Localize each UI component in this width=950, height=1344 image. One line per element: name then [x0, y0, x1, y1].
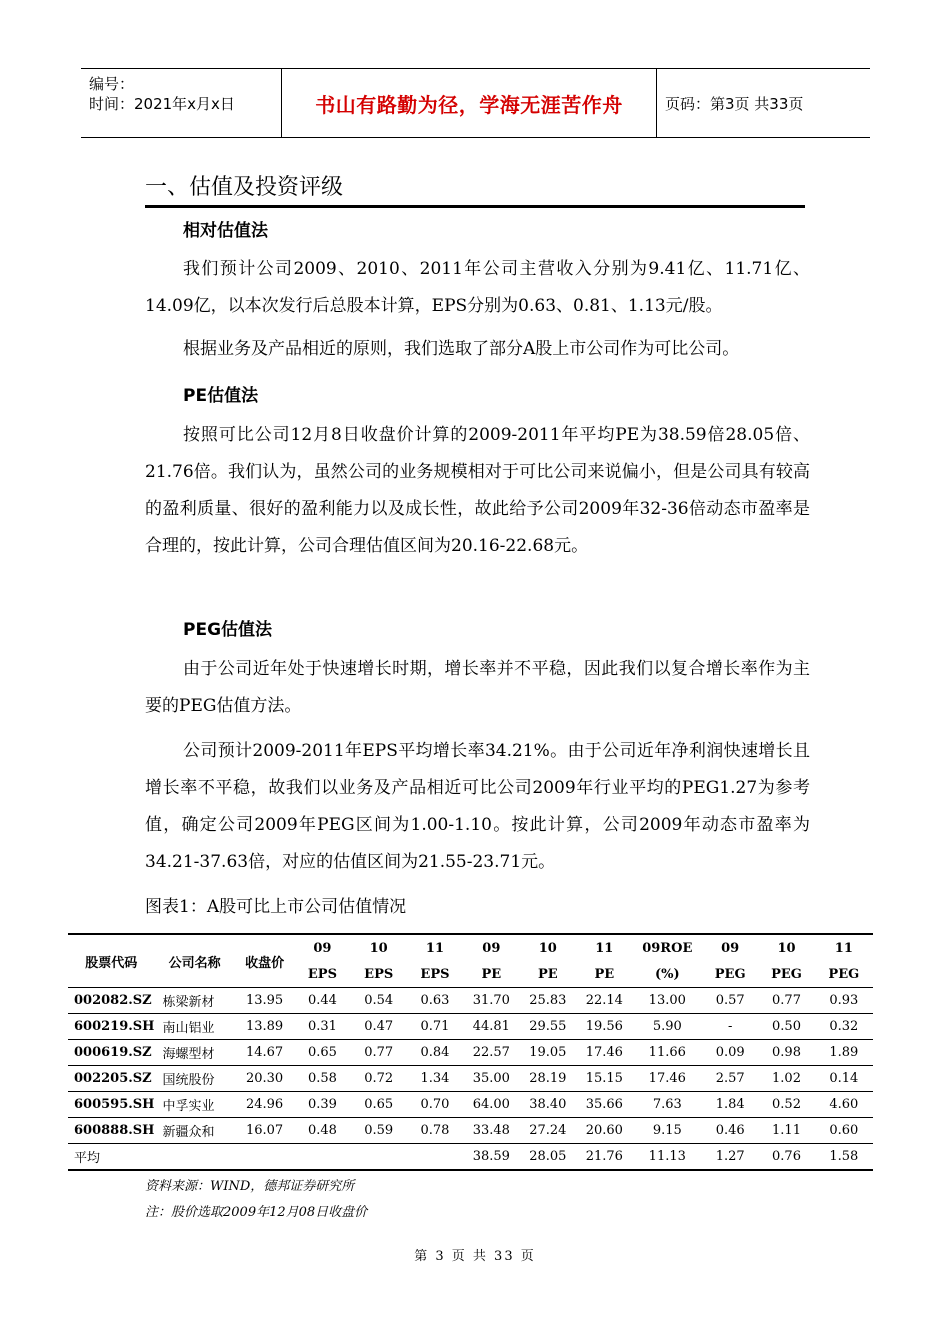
value-cell: 0.98 — [758, 1040, 814, 1066]
col-header: PEG — [828, 966, 860, 982]
col-header: PE — [594, 966, 615, 982]
col-header: PE — [537, 966, 558, 982]
table-row — [68, 1014, 873, 1040]
value-cell: 33.48 — [463, 1118, 519, 1144]
value-cell: 0.78 — [407, 1118, 463, 1144]
paragraph-1: 我们预计公司2009、2010、2011年公司主营收入分别为9.41亿、11.71亿、14.09亿，以本次发行后总股本计算，EPS分别为0.63、0.81、1.13元/股。 — [145, 259, 810, 316]
value-cell: 28.05 — [520, 1144, 576, 1171]
value-cell: 1.02 — [758, 1066, 814, 1092]
value-cell: 0.52 — [758, 1092, 814, 1118]
value-cell: 2.57 — [702, 1066, 758, 1092]
value-cell: 0.70 — [407, 1092, 463, 1118]
valuation-table — [68, 933, 873, 1171]
value-cell: 0.59 — [351, 1118, 407, 1144]
value-cell: 0.65 — [351, 1092, 407, 1118]
col-header: 11 — [815, 934, 873, 961]
value-cell: 17.46 — [576, 1040, 632, 1066]
col-header: 09 — [463, 934, 519, 961]
value-cell: 11.66 — [633, 1040, 702, 1066]
company-name-cell: 新疆众和 — [154, 1118, 234, 1144]
value-cell: 29.55 — [520, 1014, 576, 1040]
table-row — [68, 1092, 873, 1118]
value-cell: 19.56 — [576, 1014, 632, 1040]
col-header: EPS — [420, 966, 450, 982]
paragraph-4: 由于公司近年处于快速增长时期，增长率并不平稳，因此我们以复合增长率作为主要的PEG估值方法。 — [145, 659, 810, 716]
col-header: 09 — [294, 934, 350, 961]
value-cell — [351, 1144, 407, 1171]
table-row — [68, 1066, 873, 1092]
value-cell: 0.47 — [351, 1014, 407, 1040]
value-cell: 16.07 — [235, 1118, 294, 1144]
value-cell: 0.39 — [294, 1092, 350, 1118]
value-cell: 22.14 — [576, 988, 632, 1014]
value-cell: 0.63 — [407, 988, 463, 1014]
source-note: 资料来源：WIND，德邦证券研究所 — [145, 1179, 355, 1194]
col-header: 10 — [351, 934, 407, 961]
stock-code-cell: 600595.SH — [68, 1092, 154, 1118]
company-name-cell — [154, 1144, 234, 1171]
stock-code-cell: 002205.SZ — [68, 1066, 154, 1092]
header-page-cell — [656, 69, 870, 137]
section-title: 一、估值及投资评级 — [145, 175, 344, 200]
value-cell: 0.57 — [702, 988, 758, 1014]
page-header — [81, 68, 870, 138]
value-cell: 1.27 — [702, 1144, 758, 1171]
subheading-pe: PE估值法 — [183, 386, 259, 406]
value-cell: 0.93 — [815, 988, 873, 1014]
header-motto-cell — [281, 69, 657, 137]
table-caption: 图表1：A股可比上市公司估值情况 — [145, 897, 407, 917]
col-header-code: 股票代码 — [68, 934, 154, 988]
company-name-cell: 南山铝业 — [154, 1014, 234, 1040]
stock-code-cell: 000619.SZ — [68, 1040, 154, 1066]
value-cell: 19.05 — [520, 1040, 576, 1066]
stock-code-cell: 平均 — [68, 1144, 154, 1171]
value-cell: 64.00 — [463, 1092, 519, 1118]
value-cell: 20.30 — [235, 1066, 294, 1092]
value-cell: 20.60 — [576, 1118, 632, 1144]
value-cell: 0.77 — [351, 1040, 407, 1066]
value-cell: 1.89 — [815, 1040, 873, 1066]
company-name-cell: 中孚实业 — [154, 1092, 234, 1118]
value-cell: 0.60 — [815, 1118, 873, 1144]
average-row — [68, 1144, 873, 1171]
number-label: 编号： — [89, 75, 135, 93]
company-name-cell: 海螺型材 — [154, 1040, 234, 1066]
value-cell: 1.11 — [758, 1118, 814, 1144]
value-cell: 13.00 — [633, 988, 702, 1014]
motto: 书山有路勤为径，学海无涯苦作舟 — [315, 92, 623, 117]
value-cell: 0.14 — [815, 1066, 873, 1092]
value-cell: 1.84 — [702, 1092, 758, 1118]
value-cell: 38.40 — [520, 1092, 576, 1118]
header-left-cell — [81, 69, 281, 137]
value-cell — [235, 1144, 294, 1171]
paragraph-2: 根据业务及产品相近的原则，我们选取了部分A股上市公司作为可比公司。 — [183, 339, 740, 359]
value-cell: 0.09 — [702, 1040, 758, 1066]
col-header: 11 — [576, 934, 632, 961]
value-cell: 0.71 — [407, 1014, 463, 1040]
col-header: PEG — [714, 966, 746, 982]
value-cell: 11.13 — [633, 1144, 702, 1171]
stock-code-cell: 600219.SH — [68, 1014, 154, 1040]
page-footer: 第 3 页 共 33 页 — [414, 1249, 536, 1264]
value-cell: 0.44 — [294, 988, 350, 1014]
table-row — [68, 988, 873, 1014]
value-cell — [294, 1144, 350, 1171]
section-rule — [145, 205, 805, 208]
value-cell: 21.76 — [576, 1144, 632, 1171]
col-header: 10 — [520, 934, 576, 961]
value-cell: 0.84 — [407, 1040, 463, 1066]
paragraph-5: 公司预计2009-2011年EPS平均增长率34.21%。由于公司近年净利润快速增长且增长率不平稳，故我们以业务及产品相近可比公司2009年行业平均的PEG1.27为参考值，确定公司2009年PEG区间为1.00-1.10。按此计算，公司2009年动态市盈率为34.21-37.63倍，对应的估值区间为21.55-23.71元。 — [145, 741, 810, 872]
value-cell: 35.66 — [576, 1092, 632, 1118]
stock-code-cell: 002082.SZ — [68, 988, 154, 1014]
col-header: PE — [481, 966, 502, 982]
value-cell: 27.24 — [520, 1118, 576, 1144]
table-row — [68, 1040, 873, 1066]
value-cell: 0.76 — [758, 1144, 814, 1171]
paragraph-3: 按照可比公司12月8日收盘价计算的2009-2011年平均PE为38.59倍28.05倍、21.76倍。我们认为，虽然公司的业务规模相对于可比公司来说偏小，但是公司具有较高的盈利质量、很好的盈利能力以及成长性，故此给予公司2009年32-36倍动态市盈率是合理的，按此计算，公司合理估值区间为20.16-22.68元。 — [145, 425, 810, 556]
subheading-relative: 相对估值法 — [183, 221, 268, 241]
value-cell: 0.65 — [294, 1040, 350, 1066]
value-cell: 17.46 — [633, 1066, 702, 1092]
value-cell: 7.63 — [633, 1092, 702, 1118]
table-row — [68, 1118, 873, 1144]
value-cell: 38.59 — [463, 1144, 519, 1171]
value-cell: 0.46 — [702, 1118, 758, 1144]
stock-code-cell: 600888.SH — [68, 1118, 154, 1144]
value-cell: 1.34 — [407, 1066, 463, 1092]
value-cell: 1.58 — [815, 1144, 873, 1171]
col-header: 10 — [758, 934, 814, 961]
value-cell: 14.67 — [235, 1040, 294, 1066]
value-cell: 28.19 — [520, 1066, 576, 1092]
value-cell: 25.83 — [520, 988, 576, 1014]
value-cell: 0.48 — [294, 1118, 350, 1144]
price-note: 注：股价选取2009年12月08日收盘价 — [145, 1205, 368, 1220]
company-name-cell: 国统股份 — [154, 1066, 234, 1092]
value-cell: 0.58 — [294, 1066, 350, 1092]
col-header: 09ROE — [633, 934, 702, 961]
value-cell: 0.77 — [758, 988, 814, 1014]
value-cell: 0.72 — [351, 1066, 407, 1092]
value-cell: 22.57 — [463, 1040, 519, 1066]
value-cell: 0.31 — [294, 1014, 350, 1040]
value-cell: 35.00 — [463, 1066, 519, 1092]
col-header: 09 — [702, 934, 758, 961]
company-name-cell: 栋梁新材 — [154, 988, 234, 1014]
value-cell: 31.70 — [463, 988, 519, 1014]
value-cell: 4.60 — [815, 1092, 873, 1118]
value-cell: 0.50 — [758, 1014, 814, 1040]
value-cell: 13.95 — [235, 988, 294, 1014]
subheading-peg: PEG估值法 — [183, 620, 273, 640]
col-header: PEG — [771, 966, 802, 982]
value-cell: 13.89 — [235, 1014, 294, 1040]
col-header-price: 收盘价 — [235, 934, 294, 988]
col-header: 11 — [407, 934, 463, 961]
value-cell: 24.96 — [235, 1092, 294, 1118]
value-cell: 0.32 — [815, 1014, 873, 1040]
value-cell: 44.81 — [463, 1014, 519, 1040]
value-cell: 5.90 — [633, 1014, 702, 1040]
table-body — [68, 988, 873, 1171]
value-cell: 0.54 — [351, 988, 407, 1014]
page-info: 页码：第3页 共33页 — [665, 94, 804, 113]
col-header: EPS — [307, 966, 337, 982]
col-header: (%) — [654, 966, 680, 982]
time-label: 时间：2021年x月x日 — [89, 95, 235, 113]
col-header: EPS — [364, 966, 394, 982]
value-cell: 15.15 — [576, 1066, 632, 1092]
value-cell: - — [702, 1014, 758, 1040]
value-cell: 9.15 — [633, 1118, 702, 1144]
value-cell — [407, 1144, 463, 1171]
col-header-name: 公司名称 — [154, 934, 234, 988]
